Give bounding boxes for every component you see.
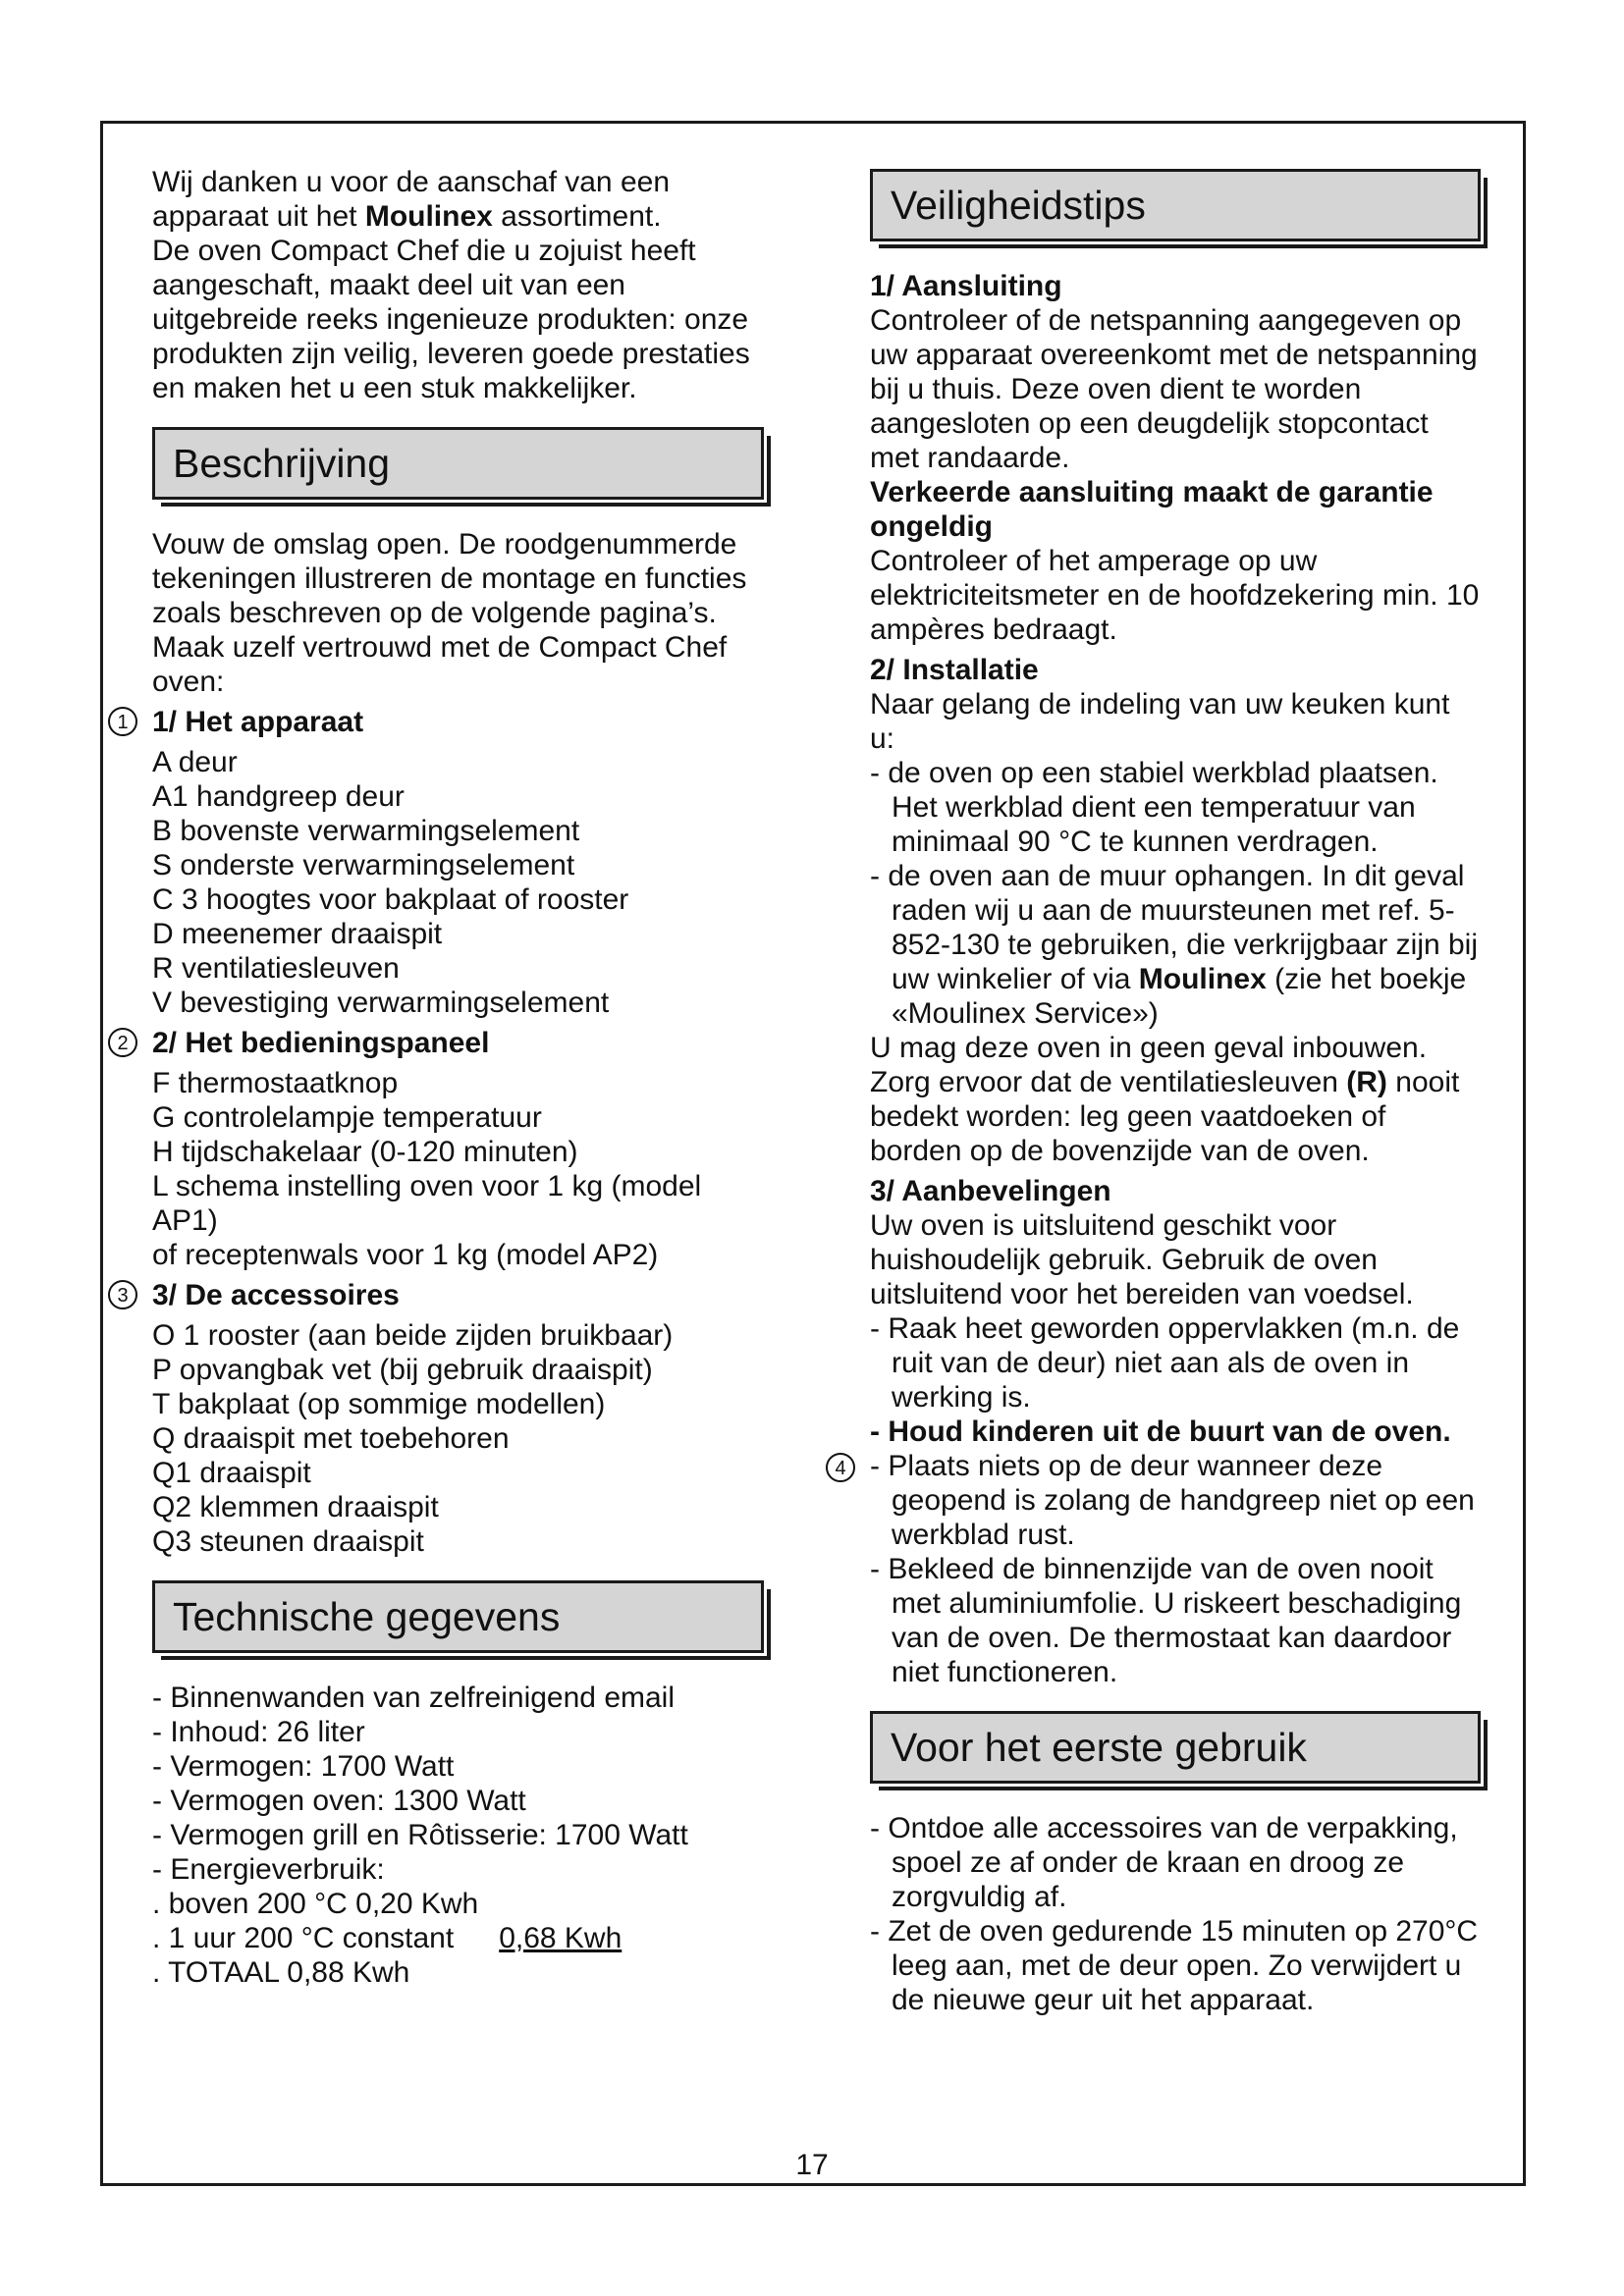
list-item: T bakplaat (op sommige modellen) bbox=[152, 1388, 606, 1420]
installatie-no-builtin: U mag deze oven in geen geval inbouwen. bbox=[870, 1032, 1428, 1064]
constant-value: 0,68 Kwh bbox=[499, 1922, 623, 1954]
beschrijving-intro: Vouw de omslag open. De roodgenummerde tekeningen illustreren de montage en functies zoals beschreven op de volgende pagina’s. Maak uzelf vertrouwd met de Compact Chef oven: bbox=[152, 528, 747, 698]
subsection-aanbevelingen: 3/ Aanbevelingen bbox=[870, 1175, 1111, 1207]
list-item: D meenemer draaispit bbox=[152, 918, 443, 950]
list-item: S onderste verwarmingselement bbox=[152, 849, 575, 881]
list-item: B bovenste verwarmingselement bbox=[152, 815, 580, 847]
spec-item: - Energieverbruik: bbox=[152, 1853, 385, 1886]
bullet-text: - de oven aan de muur ophangen. In dit geval raden wij u aan de muursteunen met ref. 5-852-130 te gebruiken, die verkrijgbaar zijn bij uw winkelier of via bbox=[870, 860, 1479, 995]
brand-name: Moulinex bbox=[364, 200, 493, 233]
section-header-technische-gegevens: Technische gegevens bbox=[152, 1580, 764, 1653]
list-item: of receptenwals voor 1 kg (model AP2) bbox=[152, 1239, 659, 1271]
eerste-gebruik-bullet-1: - Ontdoe alle accessoires van de verpakking, spoel ze af onder de kraan en droog ze zorgvuldig af. bbox=[870, 1812, 1458, 1913]
installatie-intro: Naar gelang de indeling van uw keuken kunt u: bbox=[870, 688, 1450, 755]
list-item: O 1 rooster (aan beide zijden bruikbaar) bbox=[152, 1319, 674, 1352]
subsection-installatie: 2/ Installatie bbox=[870, 654, 1039, 686]
left-column bbox=[117, 165, 764, 1990]
installatie-ventilation bbox=[870, 1065, 1481, 1168]
intro-text: Wij danken u voor de aanschaf van een apparaat uit het bbox=[152, 166, 671, 233]
bullet-text-end: (zie het boekje «Moulinex Service») bbox=[892, 963, 1467, 1030]
spec-item: . boven 200 °C 0,20 Kwh bbox=[152, 1888, 479, 1920]
group-title: 1/ Het apparaat bbox=[152, 706, 364, 738]
ventilation-text-end: nooit bedekt worden: leg geen vaatdoeken of borden op de bovenzijde van de oven. bbox=[870, 1066, 1460, 1167]
intro-paragraph-1 bbox=[152, 165, 764, 234]
spec-total: . TOTAAL 0,88 Kwh bbox=[152, 1956, 410, 1989]
list-item: V bevestiging verwarmingselement bbox=[152, 987, 610, 1019]
aansluiting-amperage: Controleer of het amperage op uw elektriciteitsmeter en de hoofdzekering min. 10 ampères bedraagt. bbox=[870, 545, 1480, 646]
ventilation-ref: (R) bbox=[1346, 1066, 1387, 1098]
aanbevelingen-bullet-3-wrap bbox=[835, 1449, 1481, 1552]
right-column bbox=[835, 165, 1481, 2017]
subsection-aansluiting: 1/ Aansluiting bbox=[870, 270, 1062, 302]
list-item: H tijdschakelaar (0-120 minuten) bbox=[152, 1136, 578, 1168]
installatie-bullet-1: - de oven op een stabiel werkblad plaatsen. Het werkblad dient een temperatuur van minimaal 90 °C te kunnen verdragen. bbox=[870, 757, 1438, 858]
aanbevelingen-bullet-1: - Raak heet geworden oppervlakken (m.n. de ruit van de deur) niet aan als de oven in werking is. bbox=[870, 1312, 1460, 1414]
constant-label: . 1 uur 200 °C constant bbox=[152, 1922, 455, 1954]
list-item: P opvangbak vet (bij gebruik draaispit) bbox=[152, 1354, 653, 1386]
section-header-beschrijving: Beschrijving bbox=[152, 427, 764, 500]
list-item: F thermostaatknop bbox=[152, 1067, 399, 1099]
circled-number-3: 3 bbox=[108, 1280, 137, 1309]
list-item: Q2 klemmen draaispit bbox=[152, 1491, 439, 1523]
aanbevelingen-bullet-2: - Houd kinderen uit de buurt van de oven. bbox=[870, 1415, 1451, 1448]
list-item: Q3 steunen draaispit bbox=[152, 1525, 424, 1558]
intro-paragraph-2: De oven Compact Chef die u zojuist heeft aangeschaft, maakt deel uit van een uitgebreide reeks ingenieuze produkten: onze produkten zijn veilig, leveren goede prestaties en maken het u een stuk makkelijker. bbox=[152, 235, 750, 404]
list-item: A1 handgreep deur bbox=[152, 780, 405, 813]
list-item: Q1 draaispit bbox=[152, 1457, 311, 1489]
spec-item-constant bbox=[152, 1921, 764, 1955]
brand-name: Moulinex bbox=[1138, 963, 1267, 995]
spec-item: - Vermogen: 1700 Watt bbox=[152, 1750, 455, 1783]
page-number: 17 bbox=[795, 2149, 829, 2181]
section-header-veiligheidstips: Veiligheidstips bbox=[870, 169, 1481, 241]
list-item: C 3 hoogtes voor bakplaat of rooster bbox=[152, 883, 629, 916]
spec-item: - Vermogen oven: 1300 Watt bbox=[152, 1785, 526, 1817]
group-title: 3/ De accessoires bbox=[152, 1279, 400, 1311]
spec-item: - Inhoud: 26 liter bbox=[152, 1716, 365, 1748]
list-item: G controlelampje temperatuur bbox=[152, 1101, 542, 1134]
spec-item: - Binnenwanden van zelfreinigend email bbox=[152, 1682, 676, 1714]
aanbevelingen-intro: Uw oven is uitsluitend geschikt voor huishoudelijk gebruik. Gebruik de oven uitsluitend voor het bereiden van voedsel. bbox=[870, 1209, 1414, 1310]
list-item: L schema instelling oven voor 1 kg (model AP1) bbox=[152, 1170, 702, 1237]
list-item: A deur bbox=[152, 746, 238, 778]
installatie-bullet-2 bbox=[870, 859, 1481, 1031]
aansluiting-text: Controleer of de netspanning aangegeven op uw apparaat overeenkomt met de netspanning bij u thuis. Deze oven dient te worden aangesloten op een deugdelijk stopcontact met randaarde. bbox=[870, 304, 1478, 474]
intro-text-end: assortiment. bbox=[492, 200, 662, 233]
eerste-gebruik-bullet-2: - Zet de oven gedurende 15 minuten op 270°C leeg aan, met de deur open. Zo verwijdert u de nieuwe geur uit het apparaat. bbox=[870, 1915, 1479, 2016]
ventilation-text: Zorg ervoor dat de ventilatiesleuven bbox=[870, 1066, 1347, 1098]
list-item: R ventilatiesleuven bbox=[152, 952, 400, 985]
aanbevelingen-bullet-4: - Bekleed de binnenzijde van de oven nooit met aluminiumfolie. U riskeert beschadiging van de oven. De thermostaat kan daardoor niet functioneren. bbox=[870, 1553, 1462, 1688]
spec-item: - Vermogen grill en Rôtisserie: 1700 Watt bbox=[152, 1819, 688, 1851]
section-header-eerste-gebruik: Voor het eerste gebruik bbox=[870, 1711, 1481, 1784]
group-title: 2/ Het bedieningspaneel bbox=[152, 1027, 490, 1059]
circled-number-4: 4 bbox=[826, 1453, 855, 1482]
aansluiting-warning: Verkeerde aansluiting maakt de garantie ongeldig bbox=[870, 476, 1434, 543]
list-item: Q draaispit met toebehoren bbox=[152, 1422, 510, 1455]
circled-number-1: 1 bbox=[108, 707, 137, 736]
group-het-apparaat bbox=[117, 705, 764, 739]
group-accessoires bbox=[117, 1278, 764, 1312]
aanbevelingen-bullet-3: - Plaats niets op de deur wanneer deze geopend is zolang de handgreep niet op een werkblad rust. bbox=[870, 1450, 1475, 1551]
group-bedieningspaneel bbox=[117, 1026, 764, 1060]
circled-number-2: 2 bbox=[108, 1028, 137, 1057]
